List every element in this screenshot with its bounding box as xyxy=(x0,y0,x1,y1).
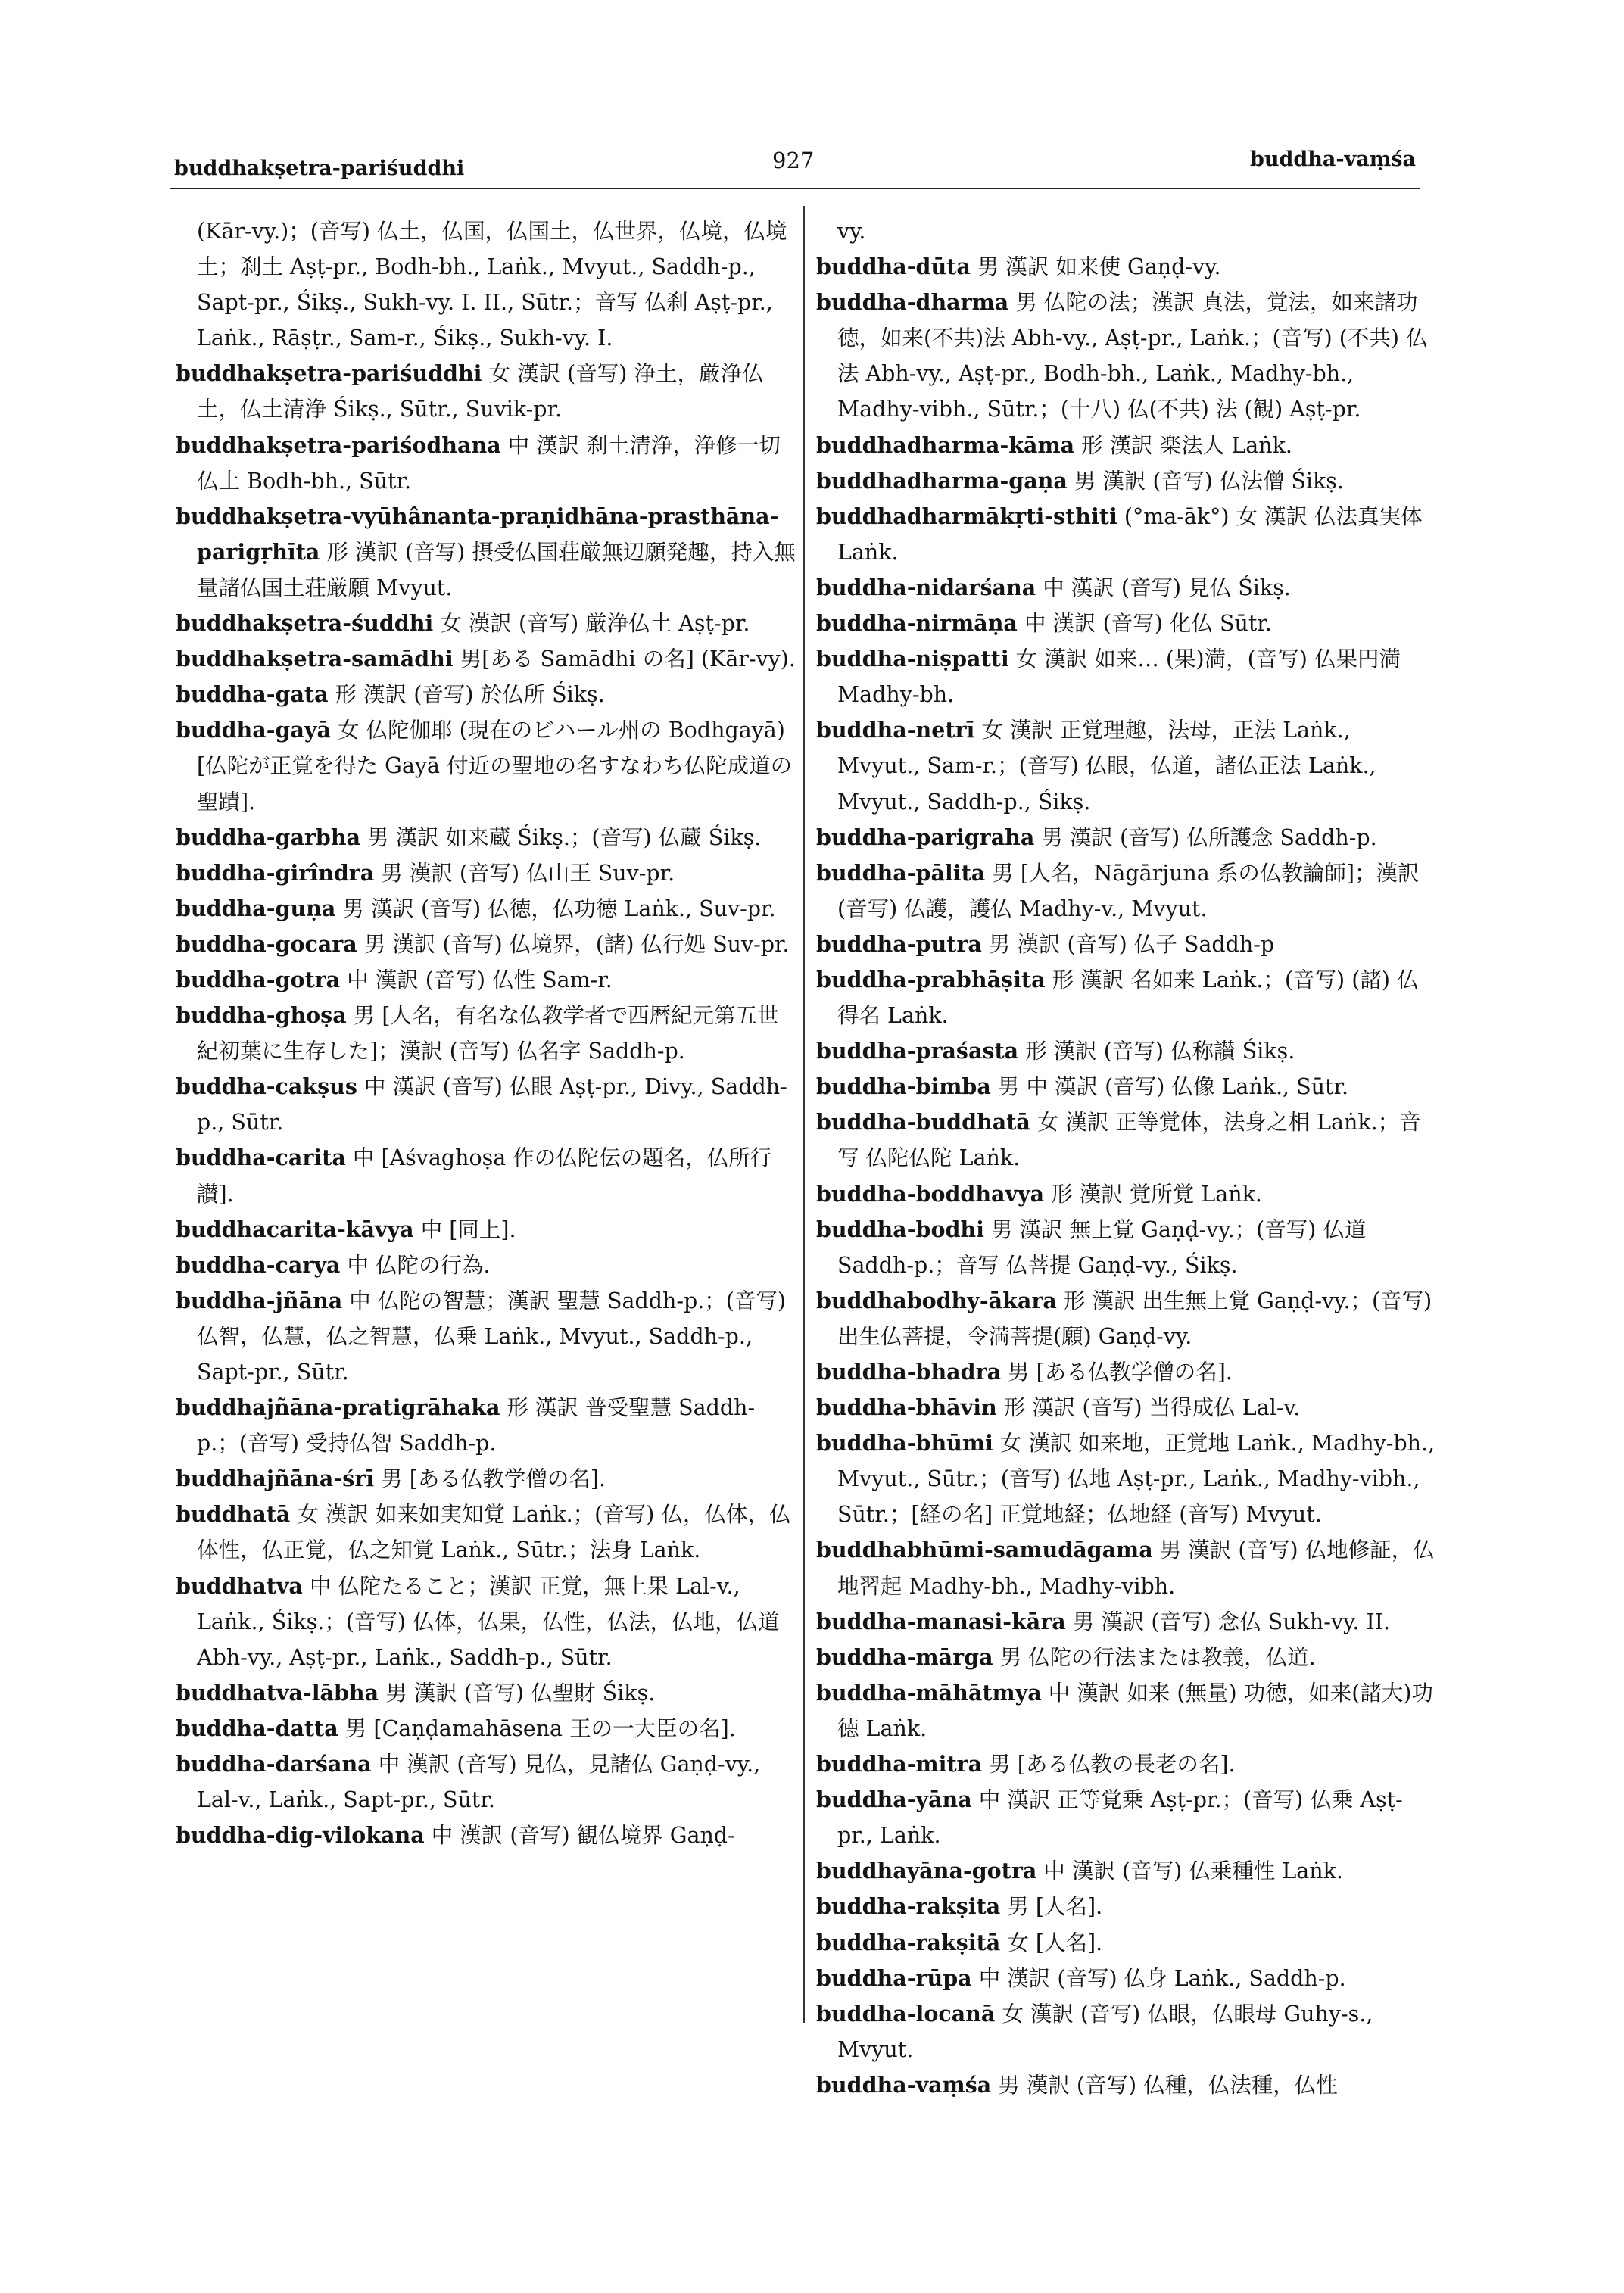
entry-headword: buddha-garbha xyxy=(176,824,361,850)
entry-definition: 形 漢訳 (音写) 於仏所 Śikṣ. xyxy=(335,682,605,708)
entry-definition: 女 漢訳 正等覚体，法身之相 Laṅk.；音写 仏陀仏陀 Laṅk. xyxy=(837,1110,1421,1171)
entry-definition: (°ma-āk°) 女 漢訳 仏法真実体 Laṅk. xyxy=(837,503,1423,565)
entry-definition: 形 漢訳 (音写) 仏称讃 Śikṣ. xyxy=(1025,1039,1295,1064)
dictionary-entry xyxy=(816,570,1437,606)
entry-definition: 男 漢訳 (音写) 仏子 Saddh-p xyxy=(988,931,1275,957)
entry-definition: 女 漢訳 如来地，正覚地 Laṅk., Madhy-bh., Mvyut., Sūtr.；(音写) 仏地 Aṣṭ-pr., Laṅk., Madhy-vibh., Sūtr.；[経の名] 正覚地経；仏地経 (音写) Mvyut. xyxy=(837,1431,1435,1528)
entry-definition: 男 漢訳 如来使 Gaṇḍ-vy. xyxy=(977,254,1221,280)
entry-headword: buddhayāna-gotra xyxy=(816,1858,1037,1884)
dictionary-entry xyxy=(816,1532,1437,1603)
dictionary-entry xyxy=(816,1354,1437,1390)
entry-headword: buddhakṣetra-pariśodhana xyxy=(176,431,501,458)
dictionary-entry xyxy=(176,927,796,962)
entry-headword: buddhakṣetra-vyūhânanta-praṇidhāna-prasthāna-parigṛhīta xyxy=(176,503,779,565)
entry-headword: buddhakṣetra-pariśuddhi xyxy=(176,360,482,387)
dictionary-entry xyxy=(176,1069,796,1140)
entry-definition: 形 漢訳 (音写) 当得成仏 Lal-v. xyxy=(1003,1395,1301,1421)
dictionary-entry xyxy=(176,1746,796,1818)
entry-definition: 男 漢訳 (音写) 念仏 Sukh-vy. II. xyxy=(1072,1609,1391,1634)
entry-headword: buddha-bimba xyxy=(816,1073,991,1100)
entry-definition: 形 漢訳 普受聖慧 Saddh-p.；(音写) 受持仏智 Saddh-p. xyxy=(197,1395,756,1456)
entry-headword: buddhajñāna-śrī xyxy=(176,1466,375,1492)
dictionary-entry xyxy=(816,820,1437,855)
entry-definition: 中 漢訳 (音写) 仏眼 Aṣṭ-pr., Divy., Saddh-p., Sūtr. xyxy=(197,1074,787,1136)
entry-definition: 女 漢訳 如来如実知覚 Laṅk.；(音写) 仏，仏体，仏体性，仏正覚，仏之知覚 Laṅk., Sūtr.；法身 Laṅk. xyxy=(197,1502,791,1563)
dictionary-entry xyxy=(176,641,796,677)
entry-headword: buddha-dig-vilokana xyxy=(176,1822,425,1849)
entry-definition: 男 漢訳 (音写) 仏聖財 Śikṣ. xyxy=(385,1680,656,1706)
entry-definition: 男[ある Samādhi の名] (Kār-vy). xyxy=(460,646,796,672)
entry-definition: 中 漢訳 如来 (無量) 功徳，如来(諸大)功徳 Laṅk. xyxy=(837,1680,1433,1741)
dictionary-entry xyxy=(176,1818,796,1853)
dictionary-entry xyxy=(816,1853,1437,1889)
entry-headword: buddha-bhāvin xyxy=(816,1394,997,1421)
dictionary-entry xyxy=(816,1961,1437,1996)
dictionary-entry xyxy=(176,855,796,891)
entry-definition: 男 [人名]. xyxy=(1007,1894,1103,1920)
entry-headword: buddhacarita-kāvya xyxy=(176,1216,414,1242)
entry-definition: 男 漢訳 (音写) 仏境界，(諸) 仏行処 Suv-pr. xyxy=(363,931,790,957)
entry-definition: 中 漢訳 (音写) 見仏，見諸仏 Gaṇḍ-vy., Lal-v., Laṅk., Sapt-pr., Sūtr. xyxy=(197,1752,761,1813)
dictionary-entry xyxy=(816,463,1437,499)
entry-headword: buddha-buddhatā xyxy=(816,1109,1030,1136)
entry-definition: 中 仏陀たること；漢訳 正覚，無上果 Lal-v., Laṅk., Śikṣ.；(音写) 仏体，仏果，仏性，仏法，仏地，仏道 Abh-vy., Aṣṭ-pr., Laṅk., Saddh-p., Sūtr. xyxy=(197,1573,780,1670)
dictionary-entry xyxy=(816,1925,1437,1961)
entry-definition: 男 漢訳 (音写) 仏山王 Suv-pr. xyxy=(381,860,675,886)
entry-headword: buddhatva-lābha xyxy=(176,1679,379,1706)
entry-headword: buddha-gocara xyxy=(176,930,357,957)
dictionary-entry xyxy=(816,641,1437,712)
dictionary-entry xyxy=(816,428,1437,463)
entry-headword: buddha-manasi-kāra xyxy=(816,1608,1066,1634)
entry-definition: 男 中 漢訳 (音写) 仏像 Laṅk., Sūtr. xyxy=(997,1074,1349,1100)
entry-definition: 女 仏陀伽耶 (現在のビハール州の Bodhgayā) [仏陀が正覚を得た Gayā 付近の聖地の名すなわち仏陀成道の聖蹟]. xyxy=(197,718,793,815)
dictionary-entry xyxy=(176,499,796,606)
column-divider xyxy=(803,206,805,2023)
dictionary-entry xyxy=(816,1425,1437,1532)
dictionary-entry xyxy=(176,1461,796,1497)
entry-definition: 形 漢訳 楽法人 Laṅk. xyxy=(1081,432,1292,458)
entry-definition: 男 漢訳 無上覚 Gaṇḍ-vy.；(音写) 仏道 Saddh-p.；音写 仏菩提 Gaṇḍ-vy., Śikṣ. xyxy=(837,1217,1367,1278)
dictionary-entry xyxy=(816,927,1437,962)
entry-headword: buddha-gotra xyxy=(176,966,341,992)
dictionary-entry xyxy=(816,962,1437,1033)
entry-definition: 女 漢訳 (音写) 浄土，厳浄仏土，仏土清浄 Śikṣ., Sūtr., Suvik-pr. xyxy=(197,361,764,422)
dictionary-entry xyxy=(816,1996,1437,2067)
dictionary-entry xyxy=(816,1069,1437,1104)
entry-headword: buddha-carya xyxy=(176,1251,341,1278)
entry-headword: buddhatā xyxy=(176,1501,291,1528)
entry-headword: buddhatva xyxy=(176,1572,303,1599)
header-rule xyxy=(170,188,1420,189)
dictionary-entry xyxy=(176,998,796,1069)
entry-definition: (Kār-vy.)；(音写) 仏土，仏国，仏国土，仏世界，仏境，仏境土；刹土 Aṣṭ-pr., Bodh-bh., Laṅk., Mvyut., Saddh-p., Sapt-pr., Śikṣ., Sukh-vy. I. II., Sūtr.；音写 仏刹 Aṣṭ-pr., Laṅk., Rāṣṭr., Sam-r., Śikṣ., Sukh-vy. I. xyxy=(197,219,787,351)
dictionary-entry xyxy=(176,1569,796,1675)
entry-headword: buddhabhūmi-samudāgama xyxy=(816,1537,1153,1563)
dictionary-entry xyxy=(176,712,796,819)
entry-headword: buddha-datta xyxy=(176,1715,338,1741)
entry-headword: buddha-rūpa xyxy=(816,1964,972,1991)
dictionary-entry xyxy=(176,820,796,855)
dictionary-entry xyxy=(816,1033,1437,1069)
dictionary-entry xyxy=(816,1782,1437,1853)
entry-headword: buddhajñāna-pratigrāhaka xyxy=(176,1394,500,1421)
entry-headword: buddha-cakṣus xyxy=(176,1073,357,1100)
entry-definition: 男 [ある仏教の長老の名]. xyxy=(989,1752,1236,1777)
entry-definition: 女 漢訳 (音写) 仏眼，仏眼母 Guhy-s., Mvyut. xyxy=(837,2001,1373,2062)
entry-definition: 中 漢訳 (音写) 見仏 Śikṣ. xyxy=(1043,575,1291,600)
entry-headword: buddha-bhadra xyxy=(816,1359,1002,1385)
entry-headword: buddha-rakṣita xyxy=(816,1893,1001,1920)
entry-definition: 女 [人名]. xyxy=(1007,1930,1103,1955)
dictionary-entry xyxy=(816,712,1437,819)
entry-headword: buddha-gata xyxy=(176,681,329,708)
dictionary-entry xyxy=(816,1176,1437,1212)
entry-headword: buddhadharma-gaṇa xyxy=(816,467,1068,494)
entry-headword: buddhadharma-kāma xyxy=(816,431,1075,458)
entry-definition: 形 漢訳 覚所覚 Laṅk. xyxy=(1051,1181,1262,1207)
entry-definition: 形 漢訳 名如来 Laṅk.；(音写) (諸) 仏得名 Laṅk. xyxy=(837,967,1419,1029)
entry-definition: 男 漢訳 (音写) 仏徳，仏功徳 Laṅk., Suv-pr. xyxy=(342,896,776,921)
entry-headword: buddha-boddhavya xyxy=(816,1180,1045,1207)
dictionary-entry xyxy=(816,499,1437,570)
entry-headword: buddha-darśana xyxy=(176,1751,372,1777)
entry-headword: buddha-ghoṣa xyxy=(176,1002,347,1029)
dictionary-entry xyxy=(816,1390,1437,1425)
entry-headword: buddha-rakṣitā xyxy=(816,1929,1001,1955)
entry-definition: 男 漢訳 (音写) 仏地修証，仏地習起 Madhy-bh., Madhy-vibh. xyxy=(837,1537,1435,1599)
entry-definition: 中 漢訳 (音写) 仏乗種性 Laṅk. xyxy=(1043,1858,1343,1884)
entry-definition: 男 漢訳 如来蔵 Śikṣ.；(音写) 仏蔵 Śikṣ. xyxy=(367,824,762,850)
entry-headword: buddha-vaṃśa xyxy=(816,2071,992,2098)
dictionary-entry xyxy=(176,1212,796,1248)
dictionary-entry xyxy=(176,677,796,712)
entry-headword: buddha-pālita xyxy=(816,859,986,886)
entry-definition: 女 漢訳 正覚理趣，法母，正法 Laṅk., Mvyut., Sam-r.；(音写) 仏眼，仏道，諸仏正法 Laṅk., Mvyut., Saddh-p., Śikṣ. xyxy=(837,718,1376,815)
dictionary-entry xyxy=(816,1212,1437,1283)
entry-definition: 中 [Aśvaghoṣa 作の仏陀伝の題名，仏所行讃]. xyxy=(197,1145,772,1207)
dictionary-entry xyxy=(816,213,1437,249)
entry-headword: buddha-parigraha xyxy=(816,824,1035,850)
entry-headword: buddha-carita xyxy=(176,1145,346,1171)
dictionary-entry xyxy=(176,1711,796,1746)
entry-definition: 男 [ある仏教学僧の名]. xyxy=(1008,1360,1233,1385)
entry-definition: 中 漢訳 (音写) 観仏境界 Gaṇḍ- xyxy=(431,1823,735,1849)
entry-headword: buddha-nidarśana xyxy=(816,574,1036,600)
entry-definition: 中 漢訳 正等覚乗 Aṣṭ-pr.；(音写) 仏乗 Aṣṭ-pr., Laṅk. xyxy=(837,1787,1403,1849)
entry-definition: 男 [Caṇḍamahāsena 王の一大臣の名]. xyxy=(344,1715,736,1741)
dictionary-entry xyxy=(176,962,796,998)
entry-headword: buddha-bodhi xyxy=(816,1216,984,1242)
dictionary-entry xyxy=(176,428,796,499)
entry-definition: 女 漢訳 如来… (果)満，(音写) 仏果円満 Madhy-bh. xyxy=(837,646,1401,708)
dictionary-entry xyxy=(816,1746,1437,1782)
dictionary-entry xyxy=(176,891,796,927)
entry-headword: buddha-mitra xyxy=(816,1751,983,1777)
dictionary-entry xyxy=(816,1640,1437,1675)
entry-definition: 形 漢訳 (音写) 摂受仏国荘厳無辺願発趣，持入無量諸仏国土荘厳願 Mvyut. xyxy=(197,539,796,600)
entry-headword: buddha-netrī xyxy=(816,717,975,743)
entry-headword: buddha-putra xyxy=(816,930,982,957)
entry-headword: buddha-guṇa xyxy=(176,895,336,921)
entry-headword: buddhadharmākṛti-sthiti xyxy=(816,503,1117,529)
entry-definition: 男 [ある仏教学僧の名]. xyxy=(381,1466,606,1492)
entry-definition: 男 仏陀の法；漢訳 真法，覚法，如来諸功徳，如来(不共)法 Abh-vy., Aṣṭ-pr., Laṅk.；(音写) (不共) 仏法 Abh-vy., Aṣṭ-pr., Bodh-bh., Laṅk., Madhy-bh., Madhy-vibh., Sūtr.；(十八) 仏(不共) 法 (観) Aṣṭ-pr. xyxy=(837,290,1428,422)
entry-headword: buddha-dūta xyxy=(816,254,971,280)
entry-headword: buddha-bhūmi xyxy=(816,1430,993,1456)
entry-definition: 中 仏陀の智慧；漢訳 聖慧 Saddh-p.；(音写) 仏智，仏慧，仏之智慧，仏乗 Laṅk., Mvyut., Saddh-p., Sapt-pr., Sūtr. xyxy=(197,1288,786,1385)
dictionary-entry xyxy=(176,1140,796,1211)
entry-definition: 中 漢訳 刹土清浄，浄修一切仏土 Bodh-bh., Sūtr. xyxy=(197,432,781,494)
entry-definition: vy. xyxy=(837,219,866,244)
dictionary-entry xyxy=(816,249,1437,285)
entry-headword: buddha-mārga xyxy=(816,1643,993,1670)
entry-headword: buddha-gayā xyxy=(176,717,331,743)
dictionary-entry xyxy=(176,606,796,641)
dictionary-entry xyxy=(816,1604,1437,1640)
entry-headword: buddhabodhy-ākara xyxy=(816,1287,1057,1313)
right-column xyxy=(816,213,1437,2103)
dictionary-entry xyxy=(176,1248,796,1283)
entry-definition: 男 仏陀の行法または教義，仏道. xyxy=(999,1644,1316,1670)
entry-headword: buddha-girîndra xyxy=(176,859,375,886)
dictionary-entry xyxy=(816,1675,1437,1746)
dictionary-entry xyxy=(816,2067,1437,2103)
entry-definition: 中 [同上]. xyxy=(420,1217,516,1242)
entry-headword: buddhakṣetra-samādhi xyxy=(176,646,454,672)
left-column xyxy=(176,213,796,1853)
entry-definition: 男 漢訳 (音写) 仏所護念 Saddh-p. xyxy=(1041,824,1377,850)
dictionary-entry xyxy=(176,1675,796,1711)
dictionary-entry xyxy=(816,1104,1437,1176)
entry-headword: buddhakṣetra-śuddhi xyxy=(176,610,434,637)
entry-definition: 中 漢訳 (音写) 仏性 Sam-r. xyxy=(347,967,613,992)
entry-headword: buddha-prabhāṣita xyxy=(816,966,1046,992)
entry-headword: buddha-praśasta xyxy=(816,1038,1019,1064)
running-header xyxy=(174,148,1416,185)
dictionary-entry xyxy=(816,1889,1437,1924)
dictionary-entry xyxy=(176,1283,796,1390)
header-right-guideword: buddha-vaṃśa xyxy=(1249,148,1416,171)
entry-definition: 女 漢訳 (音写) 厳浄仏土 Aṣṭ-pr. xyxy=(440,611,750,637)
dictionary-entry xyxy=(176,1497,796,1568)
entry-definition: 男 [人名，Nāgārjuna 系の仏教論師]；漢訳 (音写) 仏護，護仏 Madhy-v., Mvyut. xyxy=(837,860,1420,921)
entry-definition: 形 漢訳 出生無上覚 Gaṇḍ-vy.；(音写) 出生仏菩提，令満菩提(願) Gaṇḍ-vy. xyxy=(837,1288,1432,1349)
entry-definition: 中 漢訳 (音写) 仏身 Laṅk., Saddh-p. xyxy=(978,1965,1346,1991)
page-number: 927 xyxy=(772,148,815,173)
entry-definition: 男 漢訳 (音写) 仏種，仏法種，仏性 xyxy=(998,2072,1338,2098)
entry-headword: buddha-niṣpatti xyxy=(816,646,1009,672)
entry-headword: buddha-jñāna xyxy=(176,1287,343,1313)
entry-headword: buddha-locanā xyxy=(816,2000,996,2027)
dictionary-entry xyxy=(176,356,796,427)
entry-definition: 中 仏陀の行為. xyxy=(347,1252,491,1278)
dictionary-entry xyxy=(816,606,1437,641)
entry-headword: buddha-nirmāṇa xyxy=(816,610,1018,637)
entry-headword: buddha-dharma xyxy=(816,289,1009,316)
entry-definition: 男 [人名，有名な仏教学者で西暦紀元第五世紀初葉に生存した]；漢訳 (音写) 仏名字 Saddh-p. xyxy=(197,1003,779,1064)
dictionary-entry xyxy=(816,285,1437,427)
entry-headword: buddha-yāna xyxy=(816,1787,972,1813)
entry-headword: buddha-māhātmya xyxy=(816,1679,1042,1706)
dictionary-entry xyxy=(176,213,796,356)
dictionary-entry xyxy=(176,1390,796,1461)
entry-definition: 男 漢訳 (音写) 仏法僧 Śikṣ. xyxy=(1074,468,1344,494)
dictionary-entry xyxy=(816,855,1437,927)
header-left-guideword: buddhakṣetra-pariśuddhi xyxy=(174,157,465,180)
dictionary-entry xyxy=(816,1283,1437,1354)
entry-definition: 中 漢訳 (音写) 化仏 Sūtr. xyxy=(1024,611,1272,637)
